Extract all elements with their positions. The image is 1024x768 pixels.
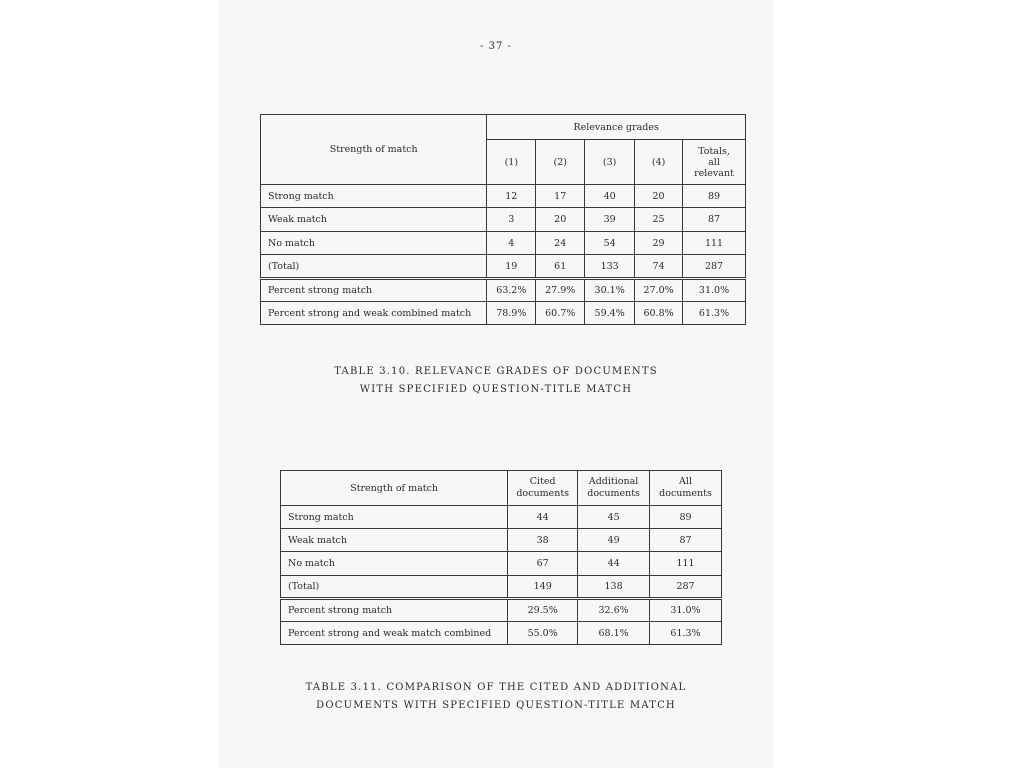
row-label: Percent strong and weak match combined xyxy=(281,622,508,645)
caption-line: TABLE 3.10. RELEVANCE GRADES OF DOCUMENTS xyxy=(334,366,658,377)
row-label: Strong match xyxy=(281,506,508,529)
row-label: Strong match xyxy=(261,185,487,208)
table-cell: 17 xyxy=(536,185,585,208)
table-cell: 20 xyxy=(536,208,585,232)
header-line: Cited xyxy=(529,476,556,487)
caption-line: TABLE 3.11. COMPARISON OF THE CITED AND ADDITIONAL xyxy=(305,682,687,693)
table-cell: 49 xyxy=(578,529,650,552)
column-header-all xyxy=(650,471,722,506)
table-cell: 74 xyxy=(635,255,683,279)
table-cell: 25 xyxy=(635,208,683,232)
row-label: No match xyxy=(261,232,487,255)
table-cell: 20 xyxy=(635,185,683,208)
table-cell: 3 xyxy=(487,208,536,232)
caption-line: WITH SPECIFIED QUESTION-TITLE MATCH xyxy=(359,384,633,395)
header-strength-of-match: Strength of match xyxy=(261,115,487,185)
table-cell: 67 xyxy=(508,552,578,576)
table-cell: 287 xyxy=(683,255,746,279)
header-line: Additional xyxy=(588,476,639,487)
table-cell: 45 xyxy=(578,506,650,529)
table-cell: 12 xyxy=(487,185,536,208)
row-label: No match xyxy=(281,552,508,576)
table-cell: 111 xyxy=(650,552,722,576)
table-cell: 89 xyxy=(683,185,746,208)
header-line: documents xyxy=(659,488,712,499)
document-page xyxy=(218,0,774,768)
table-row xyxy=(261,255,746,279)
table-cited-additional xyxy=(280,470,722,645)
table-cell: 31.0% xyxy=(683,279,746,302)
table-cell: 19 xyxy=(487,255,536,279)
table-cell: 68.1% xyxy=(578,622,650,645)
row-label: Percent strong match xyxy=(261,279,487,302)
row-label: Percent strong and weak combined match xyxy=(261,302,487,325)
table-row xyxy=(281,552,722,576)
table-cell: 63.2% xyxy=(487,279,536,302)
column-header-totals xyxy=(683,140,746,185)
column-header: (2) xyxy=(536,140,585,185)
table-cell: 111 xyxy=(683,232,746,255)
table-cell: 40 xyxy=(585,185,635,208)
table-cell: 149 xyxy=(508,576,578,599)
table-cell: 32.6% xyxy=(578,599,650,622)
header-line: All xyxy=(679,476,692,487)
table-row xyxy=(281,599,722,622)
header-line: documents xyxy=(516,488,570,499)
table-relevance-grades xyxy=(260,114,746,325)
column-header-additional xyxy=(578,471,650,506)
table-cell: 133 xyxy=(585,255,635,279)
table-row xyxy=(261,279,746,302)
totals-header-line: relevant xyxy=(694,167,734,179)
header-strength-of-match: Strength of match xyxy=(281,471,508,506)
table-cell: 29 xyxy=(635,232,683,255)
table-cell: 4 xyxy=(487,232,536,255)
table-cell: 38 xyxy=(508,529,578,552)
table-row xyxy=(261,208,746,232)
table-cell: 24 xyxy=(536,232,585,255)
table-cell: 87 xyxy=(650,529,722,552)
table-row xyxy=(261,185,746,208)
table-row xyxy=(261,302,746,325)
totals-header-line: all xyxy=(708,156,720,168)
table-cell: 61.3% xyxy=(650,622,722,645)
table-cell: 27.9% xyxy=(536,279,585,302)
table-cell: 61.3% xyxy=(683,302,746,325)
table-cell: 60.7% xyxy=(536,302,585,325)
table-cell: 59.4% xyxy=(585,302,635,325)
table-cell: 138 xyxy=(578,576,650,599)
table-cell: 27.0% xyxy=(635,279,683,302)
caption-line: DOCUMENTS WITH SPECIFIED QUESTION-TITLE MATCH xyxy=(316,700,676,711)
table-caption-3-10 xyxy=(218,363,774,399)
table-cell: 60.8% xyxy=(635,302,683,325)
header-line: documents xyxy=(587,488,640,499)
column-header: (4) xyxy=(635,140,683,185)
totals-header-line: Totals, xyxy=(698,145,730,157)
table-cell: 287 xyxy=(650,576,722,599)
table-cell: 61 xyxy=(536,255,585,279)
table-row xyxy=(281,622,722,645)
table-caption-3-11 xyxy=(218,679,774,715)
page-number: - 37 - xyxy=(480,41,512,52)
table-cell: 44 xyxy=(578,552,650,576)
table-cell: 44 xyxy=(508,506,578,529)
table-cell: 55.0% xyxy=(508,622,578,645)
table-row xyxy=(281,576,722,599)
column-header: (3) xyxy=(585,140,635,185)
table-cell: 89 xyxy=(650,506,722,529)
table-row xyxy=(281,529,722,552)
table-cell: 54 xyxy=(585,232,635,255)
row-label: (Total) xyxy=(261,255,487,279)
column-header: (1) xyxy=(487,140,536,185)
header-relevance-grades: Relevance grades xyxy=(487,115,746,140)
table-row xyxy=(281,506,722,529)
row-label: Percent strong match xyxy=(281,599,508,622)
table-cell: 29.5% xyxy=(508,599,578,622)
table-cell: 30.1% xyxy=(585,279,635,302)
table-cell: 78.9% xyxy=(487,302,536,325)
table-cell: 87 xyxy=(683,208,746,232)
row-label: Weak match xyxy=(261,208,487,232)
row-label: Weak match xyxy=(281,529,508,552)
column-header-cited xyxy=(508,471,578,506)
table-cell: 31.0% xyxy=(650,599,722,622)
table-cell: 39 xyxy=(585,208,635,232)
row-label: (Total) xyxy=(281,576,508,599)
table-row xyxy=(261,232,746,255)
